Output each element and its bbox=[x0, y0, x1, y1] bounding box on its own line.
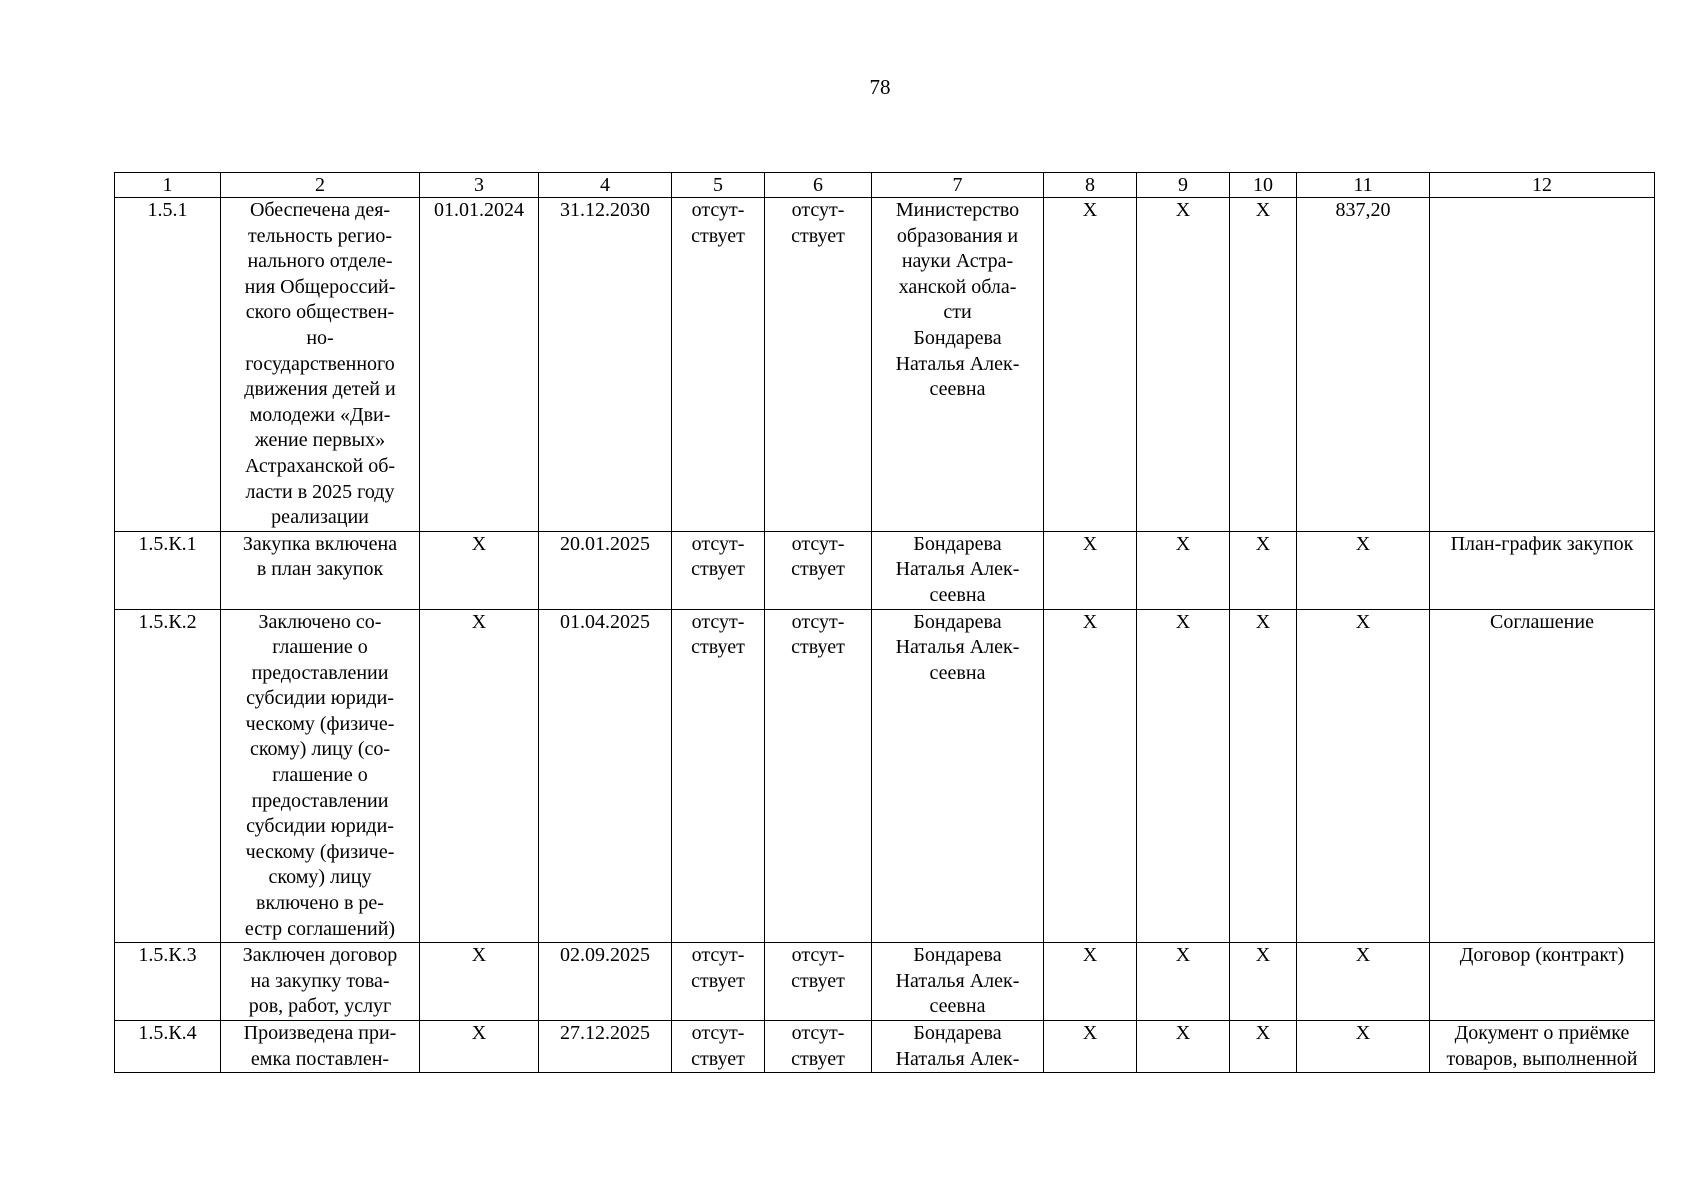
table-row bbox=[115, 198, 1655, 532]
column-11-value: 837,20 bbox=[1335, 199, 1391, 221]
responsible-person: Министерство образования и науки Астра- ханской обла- сти Бондарева Наталья Алек- сеевна bbox=[895, 199, 1020, 401]
column-11-value: X bbox=[1355, 532, 1371, 555]
column-5-value: отсут- ствует bbox=[691, 1022, 745, 1070]
start-date: X bbox=[471, 1022, 487, 1044]
event-name: Закупка включена в план закупок bbox=[242, 532, 398, 581]
column-number: 7 bbox=[872, 173, 1044, 198]
responsible-person: Бондарева Наталья Алек- сеевна bbox=[895, 944, 1020, 1018]
column-11-value: X bbox=[1355, 1022, 1371, 1044]
column-9-value: X bbox=[1175, 944, 1191, 967]
column-10-value: X bbox=[1255, 532, 1271, 555]
column-6-value: отсут- ствует bbox=[791, 199, 845, 247]
column-10-value: X bbox=[1255, 610, 1271, 633]
responsible-person: Бондарева Наталья Алек- сеевна bbox=[895, 610, 1020, 684]
end-date: 20.01.2025 bbox=[560, 532, 650, 555]
table-row bbox=[115, 531, 1655, 609]
table-row bbox=[115, 609, 1655, 943]
page-number: 78 bbox=[869, 75, 891, 99]
column-5-value: отсут- ствует bbox=[691, 199, 745, 247]
end-date: 31.12.2030 bbox=[560, 199, 650, 221]
start-date: X bbox=[471, 944, 487, 967]
start-date: X bbox=[471, 532, 487, 555]
column-8-value: X bbox=[1082, 610, 1098, 633]
plan-table bbox=[114, 172, 1655, 1073]
column-6-value: отсут- ствует bbox=[791, 944, 845, 992]
column-10-value: X bbox=[1255, 1022, 1271, 1044]
column-11-value: X bbox=[1355, 610, 1371, 633]
row-code: 1.5.К.3 bbox=[138, 944, 197, 967]
row-code: 1.5.К.4 bbox=[138, 1022, 197, 1044]
column-8-value: X bbox=[1082, 532, 1098, 555]
column-10-value: X bbox=[1255, 199, 1271, 221]
document-type: Документ о приёмке товаров, выполненной bbox=[1446, 1022, 1638, 1070]
column-9-value: X bbox=[1175, 532, 1191, 555]
table-row bbox=[115, 1021, 1655, 1073]
responsible-person: Бондарева Наталья Алек- bbox=[895, 1022, 1020, 1070]
column-6-value: отсут- ствует bbox=[791, 1022, 845, 1070]
end-date: 02.09.2025 bbox=[560, 944, 650, 967]
column-9-value: X bbox=[1175, 1022, 1191, 1044]
row-code: 1.5.К.2 bbox=[138, 610, 197, 633]
event-name: Произведена при- емка поставлен- bbox=[243, 1022, 397, 1070]
column-number-row bbox=[115, 173, 1655, 198]
column-5-value: отсут- ствует bbox=[691, 610, 745, 659]
column-10-value: X bbox=[1255, 944, 1271, 967]
event-name: Заключен договор на закупку това- ров, работ, услуг bbox=[242, 944, 398, 1018]
end-date: 01.04.2025 bbox=[560, 610, 650, 633]
column-number: 10 bbox=[1230, 173, 1297, 198]
document-type: Соглашение bbox=[1490, 610, 1594, 633]
column-number: 5 bbox=[672, 173, 765, 198]
row-code: 1.5.К.1 bbox=[138, 532, 197, 555]
event-name: Заключено со- глашение о предоставлении субсидии юриди- ческому (физиче- скому) лицу (со- глашение о предоставлении субсидии юриди- ческому (физиче- скому) лицу включено в ре- естр соглашений) bbox=[244, 610, 396, 940]
column-number: 9 bbox=[1137, 173, 1230, 198]
column-8-value: X bbox=[1082, 1022, 1098, 1044]
column-9-value: X bbox=[1175, 610, 1191, 633]
row-code: 1.5.1 bbox=[147, 199, 188, 221]
start-date: 01.01.2024 bbox=[434, 199, 524, 221]
table-row bbox=[115, 943, 1655, 1021]
document-type: План-график закупок bbox=[1450, 532, 1634, 555]
column-6-value: отсут- ствует bbox=[791, 532, 845, 581]
column-number: 2 bbox=[221, 173, 420, 198]
column-5-value: отсут- ствует bbox=[691, 532, 745, 581]
column-8-value: X bbox=[1082, 199, 1098, 221]
column-number: 1 bbox=[115, 173, 221, 198]
column-number: 12 bbox=[1430, 173, 1655, 198]
column-number: 3 bbox=[420, 173, 539, 198]
end-date: 27.12.2025 bbox=[560, 1022, 650, 1044]
column-number: 4 bbox=[539, 173, 672, 198]
start-date: X bbox=[471, 610, 487, 633]
document-type: Договор (контракт) bbox=[1459, 944, 1625, 967]
responsible-person: Бондарева Наталья Алек- сеевна bbox=[895, 532, 1020, 606]
column-number: 6 bbox=[765, 173, 872, 198]
event-name: Обеспечена дея- тельность регио- нального отделе- ния Общероссий- ского обществен- но- государственного движения детей и молодежи «Дви- жение первых» Астраханской об- ласти в 2025 году реализации bbox=[244, 199, 396, 529]
column-8-value: X bbox=[1082, 944, 1098, 967]
column-6-value: отсут- ствует bbox=[791, 610, 845, 659]
column-number: 8 bbox=[1044, 173, 1137, 198]
column-number: 11 bbox=[1297, 173, 1430, 198]
column-9-value: X bbox=[1175, 199, 1191, 221]
column-11-value: X bbox=[1355, 944, 1371, 967]
column-5-value: отсут- ствует bbox=[691, 944, 745, 992]
